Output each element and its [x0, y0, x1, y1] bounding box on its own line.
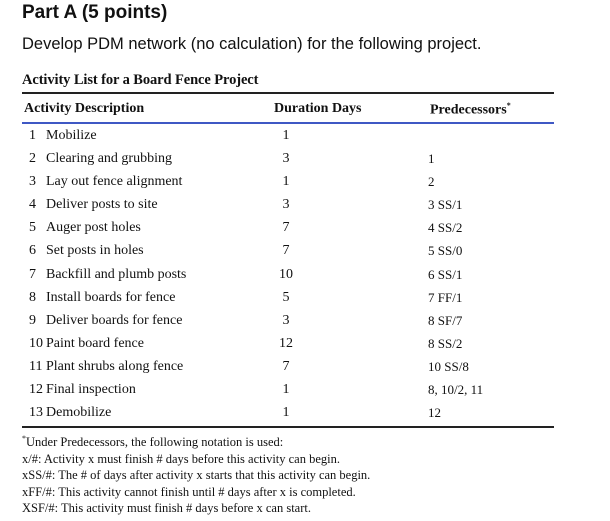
- activity-number: 4: [29, 197, 36, 213]
- instruction-text: Develop PDM network (no calculation) for the following project.: [22, 35, 482, 53]
- table-row: [18, 264, 563, 287]
- table-row: [18, 287, 563, 310]
- activity-table-image: [18, 70, 563, 520]
- activity-duration: 1: [282, 128, 290, 143]
- table-title: Activity List for a Board Fence Project: [22, 72, 259, 88]
- activity-number: 2: [29, 151, 36, 167]
- activity-number: 6: [29, 243, 36, 259]
- activity-predecessors: 4 SS/2: [428, 220, 463, 236]
- predecessors-footnote-mark: *: [506, 101, 511, 110]
- activity-predecessors: 8 SS/2: [428, 335, 463, 351]
- activity-duration: 3: [282, 151, 290, 167]
- activity-predecessors: 7 FF/1: [428, 289, 463, 305]
- table-row: [18, 194, 563, 217]
- table-row: [18, 402, 563, 425]
- activity-description: Paint board fence: [46, 335, 144, 351]
- activity-duration: 12: [279, 335, 293, 351]
- table-top-rule: [22, 92, 554, 94]
- activity-number: 1: [29, 128, 36, 143]
- activity-description: Set posts in holes: [46, 243, 144, 259]
- activity-description: Deliver boards for fence: [46, 312, 183, 328]
- activity-number: 3: [29, 174, 36, 190]
- activity-predecessors: 1: [428, 151, 435, 167]
- activity-rows: [18, 125, 563, 425]
- activity-description: Lay out fence alignment: [46, 174, 183, 190]
- activity-description: Deliver posts to site: [46, 197, 158, 213]
- footnote-line: x/#: Activity x must finish # days before this activity can begin.: [22, 451, 341, 466]
- activity-number: 13: [29, 405, 43, 421]
- activity-description: Install boards for fence: [46, 289, 176, 305]
- activity-number: 10: [29, 335, 43, 351]
- activity-predecessors: 8 SF/7: [428, 312, 463, 328]
- column-header-description: Activity Description: [24, 101, 145, 116]
- activity-number: 11: [29, 358, 43, 374]
- activity-duration: 1: [282, 382, 290, 398]
- activity-duration: 7: [282, 358, 290, 374]
- activity-predecessors: 10 SS/8: [428, 358, 469, 374]
- predecessors-label: Predecessors: [430, 102, 507, 118]
- activity-description: Demobilize: [46, 405, 112, 421]
- activity-duration: 7: [282, 220, 290, 236]
- activity-duration: 3: [282, 312, 290, 328]
- activity-number: 9: [29, 312, 36, 328]
- header-underline-rule: [22, 122, 554, 124]
- table-row: [18, 148, 563, 171]
- activity-number: 8: [29, 289, 36, 305]
- footnote-mark: *: [22, 434, 26, 443]
- activity-duration: 1: [282, 405, 290, 421]
- table-row: [18, 240, 563, 263]
- table-row: [18, 333, 563, 356]
- column-header-predecessors: [430, 101, 511, 119]
- activity-duration: 5: [282, 289, 290, 305]
- activity-duration: 1: [282, 174, 290, 190]
- activity-predecessors: 6 SS/1: [428, 266, 463, 282]
- footnote-intro: [22, 431, 562, 451]
- activity-predecessors: 8, 10/2, 11: [428, 382, 484, 398]
- table-row: [18, 379, 563, 402]
- table-bottom-rule: [22, 426, 554, 428]
- activity-predecessors: 3 SS/1: [428, 197, 463, 213]
- activity-description: Backfill and plumb posts: [46, 266, 187, 282]
- table-row: [18, 217, 563, 240]
- activity-number: 7: [29, 266, 36, 282]
- activity-duration: 7: [282, 243, 290, 259]
- table-row: [18, 171, 563, 194]
- activity-description: Clearing and grubbing: [46, 151, 172, 167]
- activity-number: 12: [29, 382, 43, 398]
- footnote-line: XSF/#: This activity must finish # days before x can start.: [22, 501, 311, 516]
- activity-duration: 10: [279, 266, 293, 282]
- activity-predecessors: 5 SS/0: [428, 243, 463, 259]
- part-title: Part A (5 points): [22, 2, 168, 23]
- column-header-duration: Duration Days: [274, 101, 362, 116]
- activity-predecessors: 2: [428, 174, 435, 190]
- activity-description: Auger post holes: [46, 220, 141, 236]
- activity-description: Final inspection: [46, 382, 136, 398]
- activity-number: 5: [29, 220, 36, 236]
- activity-duration: 3: [282, 197, 290, 213]
- table-row: [18, 125, 563, 148]
- activity-description: Mobilize: [46, 128, 97, 143]
- activity-predecessors: 12: [428, 405, 441, 421]
- footnote: [22, 431, 562, 517]
- activity-description: Plant shrubs along fence: [46, 358, 184, 374]
- table-row: [18, 310, 563, 333]
- footnote-intro-text: Under Predecessors, the following notation is used:: [26, 435, 284, 450]
- footnote-line: xFF/#: This activity cannot finish until # days after x is completed.: [22, 484, 356, 499]
- footnote-line: xSS/#: The # of days after activity x starts that this activity can begin.: [22, 468, 371, 483]
- table-row: [18, 356, 563, 379]
